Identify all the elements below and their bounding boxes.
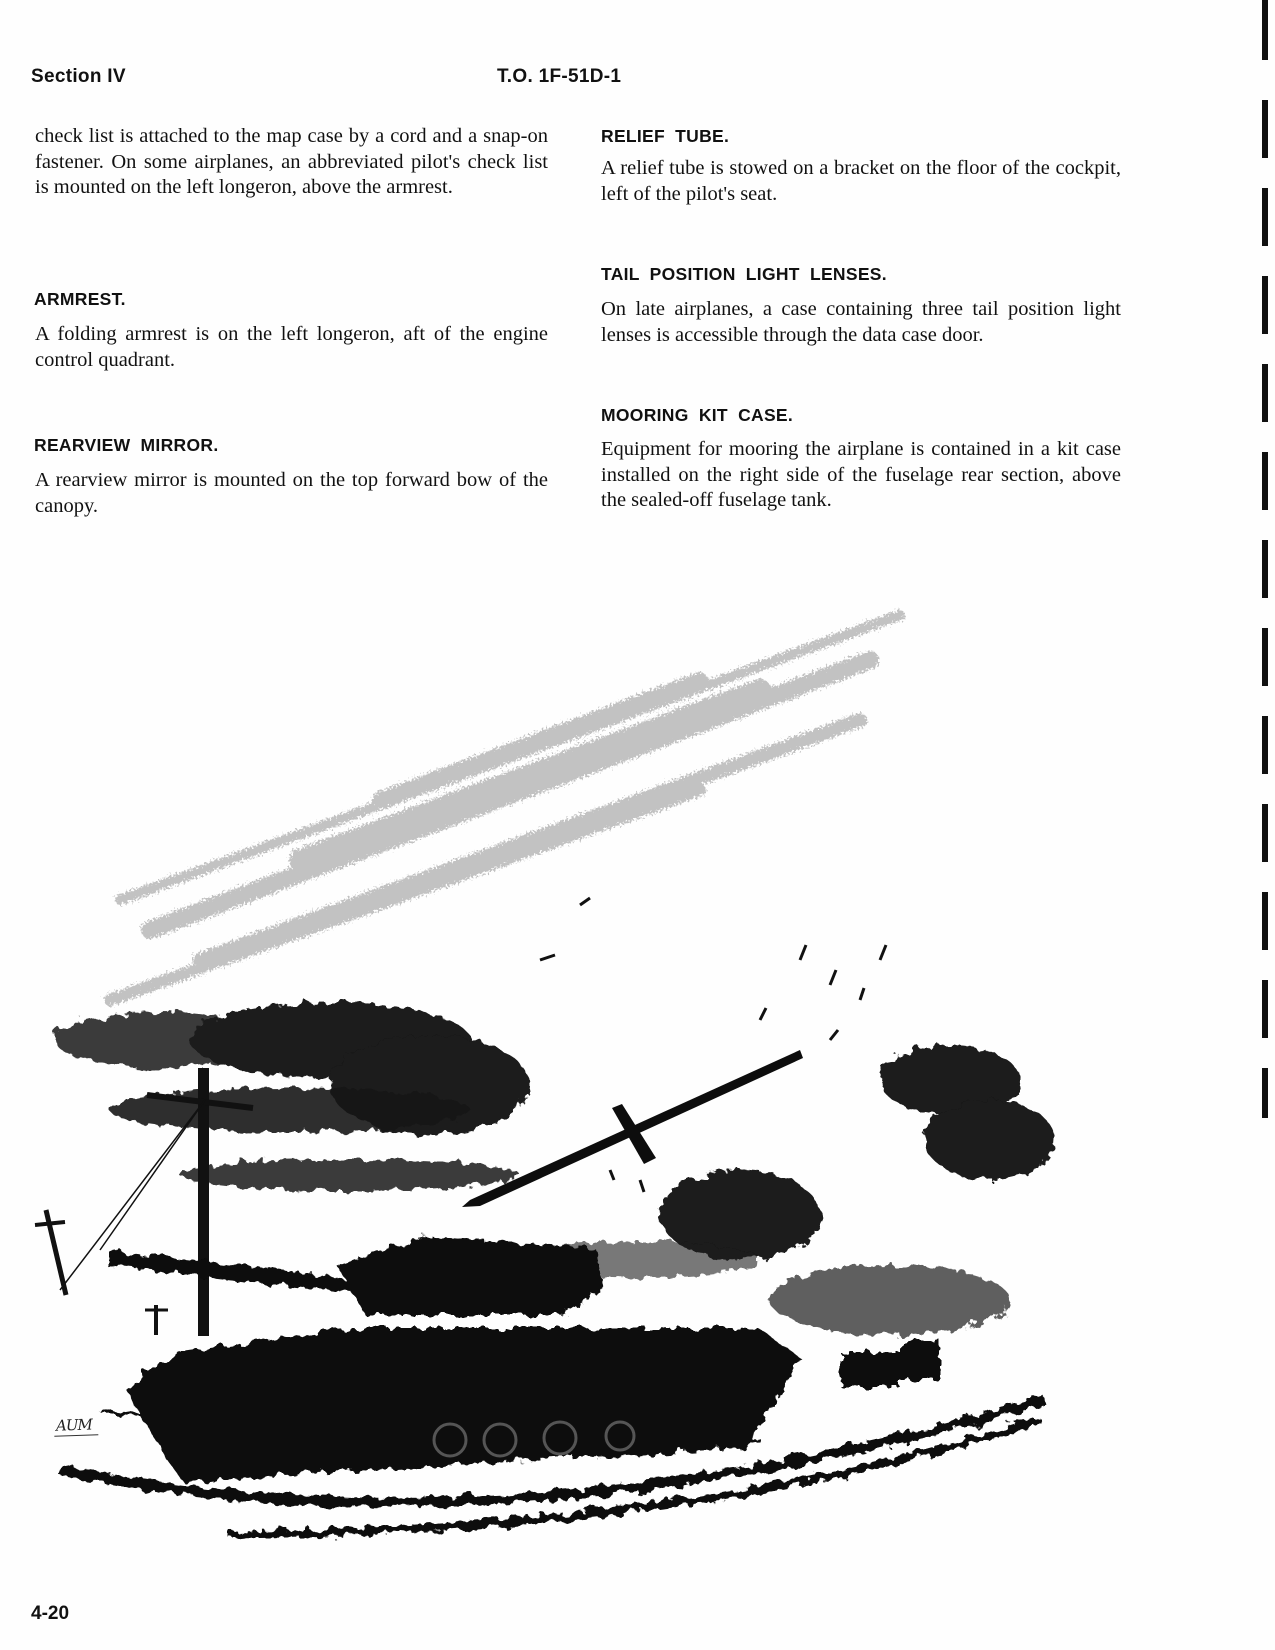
heading-relief-tube: RELIEF TUBE. [601,126,730,146]
smoke-clouds [55,1002,1055,1335]
change-bar [1262,1068,1268,1118]
change-bar [1262,716,1268,774]
heading-rearview-mirror: REARVIEW MIRROR. [34,435,219,455]
change-bar [1262,188,1268,246]
change-bar [1262,0,1268,60]
telephone-pole [35,1068,253,1336]
change-bar [1262,628,1268,686]
tank [107,1237,940,1481]
change-bar [1262,364,1268,422]
intro-text: check list is attached to the map case by a cord and a snap-on fastener. On some airplanes, an abbreviated pilot's check list is mounted on the left longeron, above the armrest. [35,125,548,198]
explosion-debris [540,898,886,1192]
change-bar [1262,452,1268,510]
change-bar [1262,804,1268,862]
heading-mooring-kit-case: MOORING KIT CASE. [601,405,794,425]
heading-armrest: ARMREST. [34,289,126,309]
relief-tube-text: A relief tube is stowed on a bracket on the floor of the cockpit, left of the pilot's seat. [601,157,1121,205]
artist-signature: AUM [54,1415,99,1437]
mooring-kit-text: Equipment for mooring the airplane is contained in a kit case installed on the right side of the fuselage rear section, above the sealed-off fuselage tank. [601,438,1121,511]
tank-wheels [434,1422,634,1456]
tail-lenses-text: On late airplanes, a case containing three tail position light lenses is accessible through the data case door. [601,298,1121,346]
intro-paragraph [35,124,548,201]
change-bar [1262,100,1268,158]
change-bar [1262,980,1268,1038]
road [60,1400,1045,1535]
change-bar [1262,276,1268,334]
document-number: T.O. 1F-51D-1 [497,66,622,87]
armrest-text: A folding armrest is on the left longeron, aft of the engine control quadrant. [35,323,548,371]
section-label: Section IV [31,66,126,87]
sky-streaks [110,615,900,1000]
page-number: 4-20 [31,1603,70,1624]
heading-tail-position-light-lenses: TAIL POSITION LIGHT LENSES. [601,264,887,284]
change-bar [1262,540,1268,598]
rearview-mirror-text: A rearview mirror is mounted on the top forward bow of the canopy. [35,469,548,517]
fighter-plane [462,1050,803,1207]
change-bar [1262,892,1268,950]
